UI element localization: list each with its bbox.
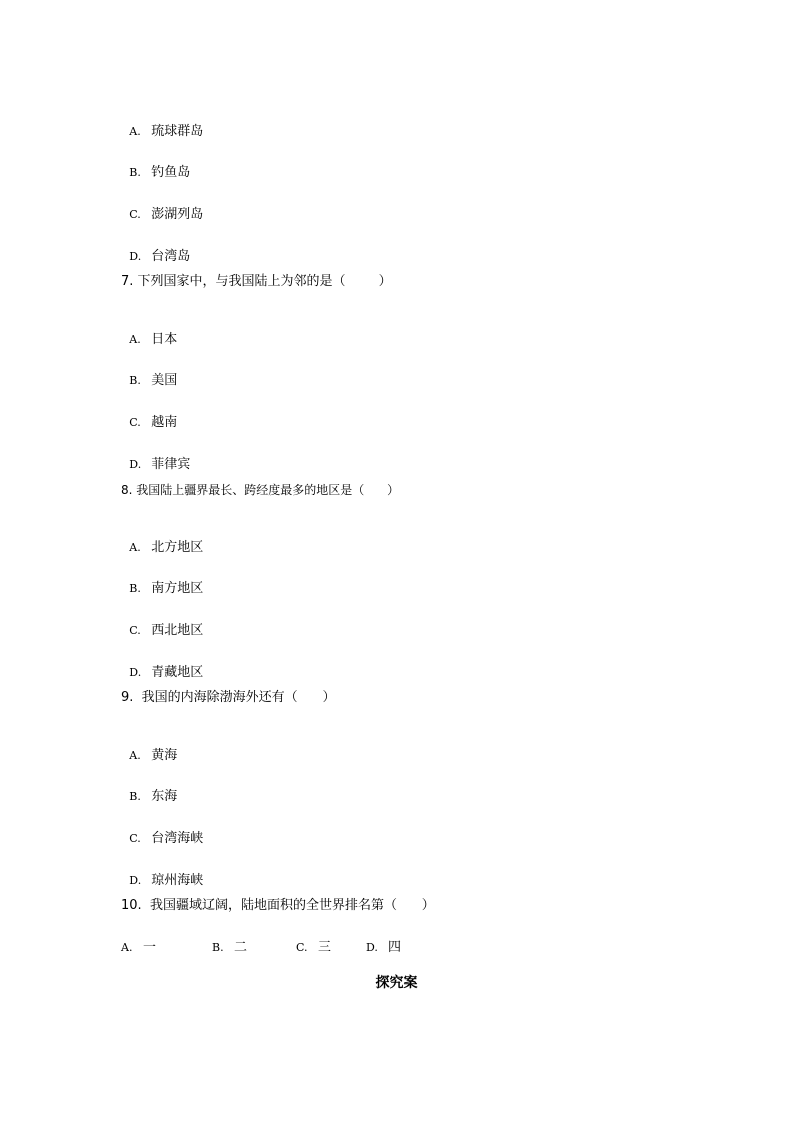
option-text: 琉球群岛 xyxy=(151,124,204,139)
option-letter: D. xyxy=(129,458,142,471)
q8-option-a xyxy=(121,524,203,556)
q10-option-c xyxy=(296,940,366,956)
option-letter: A. xyxy=(129,541,141,554)
q9-option-b xyxy=(121,773,177,805)
option-letter: C. xyxy=(129,832,141,845)
section-title: 探究案 xyxy=(375,975,418,991)
option-letter: A. xyxy=(121,941,133,954)
option-letter: B. xyxy=(129,790,141,803)
option-text: 四 xyxy=(388,940,402,955)
option-letter: D. xyxy=(366,941,378,954)
option-letter: D. xyxy=(129,666,142,679)
q6-option-c xyxy=(121,191,203,223)
option-text: 琼州海峡 xyxy=(151,873,204,888)
option-text: 青藏地区 xyxy=(151,665,204,680)
option-text: 日本 xyxy=(151,332,178,347)
option-letter: A. xyxy=(129,333,141,346)
q10-options-row xyxy=(121,940,401,956)
q6-option-a xyxy=(121,108,203,140)
q6-option-b xyxy=(121,149,190,181)
option-letter: C. xyxy=(296,941,308,954)
option-text: 美国 xyxy=(151,373,178,388)
option-letter: D. xyxy=(129,250,142,263)
q7-option-d xyxy=(121,441,190,473)
q10-option-b xyxy=(212,940,296,956)
q7-option-c xyxy=(121,399,177,431)
q7-stem: 7. 下列国家中，与我国陆上为邻的是（ ） xyxy=(121,274,392,289)
q8-option-d xyxy=(121,649,203,681)
option-text: 南方地区 xyxy=(151,581,204,596)
option-text: 一 xyxy=(143,940,157,955)
option-text: 黄海 xyxy=(151,748,178,763)
option-text: 台湾海峡 xyxy=(151,831,204,846)
q8-option-b xyxy=(121,565,203,597)
q9-option-d xyxy=(121,857,203,889)
option-text: 台湾岛 xyxy=(151,249,191,264)
option-text: 菲律宾 xyxy=(151,457,191,472)
option-letter: C. xyxy=(129,208,141,221)
option-letter: C. xyxy=(129,624,141,637)
option-text: 北方地区 xyxy=(151,540,204,555)
option-text: 三 xyxy=(318,940,332,955)
q9-stem: 9. 我国的内海除渤海外还有（ ） xyxy=(121,690,336,705)
option-letter: A. xyxy=(129,125,141,138)
option-text: 西北地区 xyxy=(151,623,204,638)
option-letter: D. xyxy=(129,874,142,887)
option-letter: B. xyxy=(129,582,141,595)
option-text: 东海 xyxy=(151,789,178,804)
option-letter: B. xyxy=(129,166,141,179)
option-letter: A. xyxy=(129,749,141,762)
option-letter: B. xyxy=(212,941,224,954)
q8-stem: 8. 我国陆上疆界最长、跨经度最多的地区是（ ） xyxy=(121,483,400,497)
option-text: 钓鱼岛 xyxy=(151,165,191,180)
q7-option-b xyxy=(121,357,177,389)
q7-option-a xyxy=(121,316,177,348)
q6-option-d xyxy=(121,233,190,265)
option-text: 澎湖列岛 xyxy=(151,207,204,222)
option-text: 二 xyxy=(234,940,248,955)
q10-option-a xyxy=(121,940,212,956)
option-letter: B. xyxy=(129,374,141,387)
q10-stem: 10. 我国疆域辽阔，陆地面积的全世界排名第（ ） xyxy=(121,898,435,913)
option-text: 越南 xyxy=(151,415,178,430)
q9-option-c xyxy=(121,815,203,847)
option-letter: C. xyxy=(129,416,141,429)
q10-option-d xyxy=(366,940,401,956)
q8-option-c xyxy=(121,607,203,639)
q9-option-a xyxy=(121,732,177,764)
